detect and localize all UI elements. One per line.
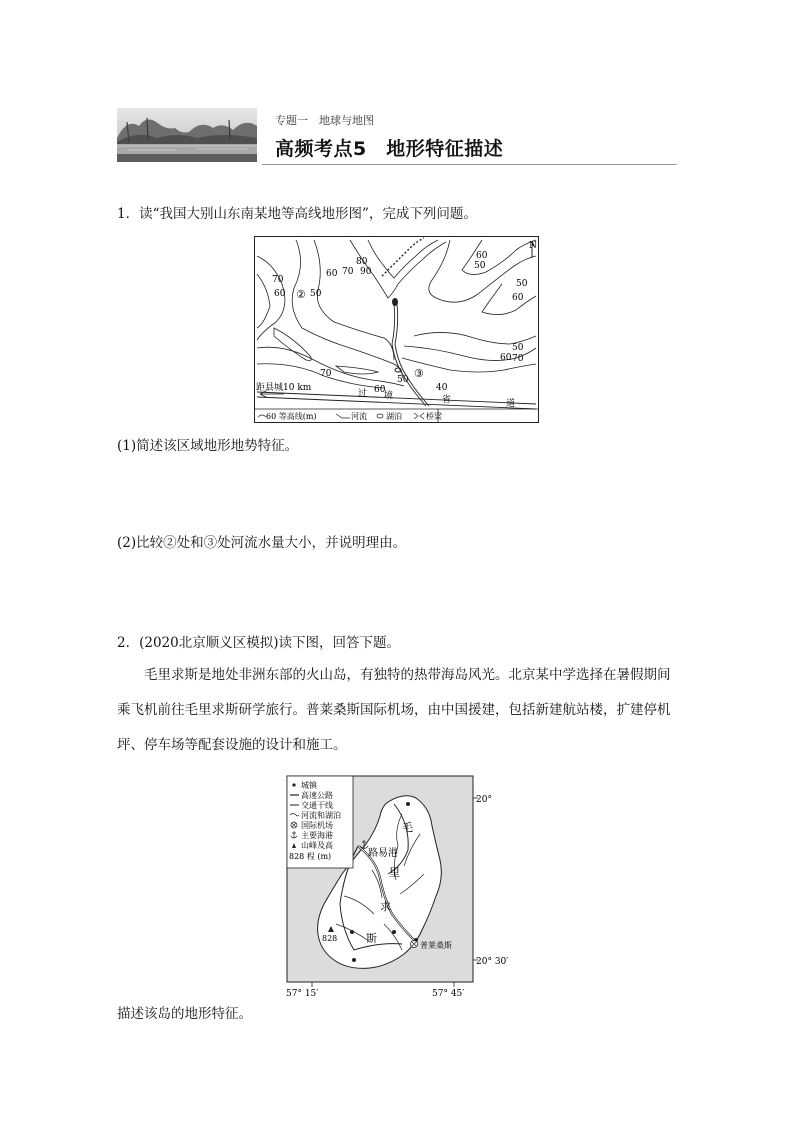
legend-river: 河流 [351, 412, 367, 421]
contour-label: 90 [360, 267, 372, 277]
legend-airport: 国际机场 [301, 821, 333, 830]
contour-label: 40 [436, 383, 448, 393]
header-landscape-photo [117, 108, 257, 162]
contour-label: 50 [512, 343, 524, 353]
contour-label: 60 [500, 353, 512, 363]
question-1-sub-1: (1)简述该区域地形地势特征。 [117, 438, 299, 454]
north-label: N [529, 241, 537, 251]
lat-label-bottom: 20° 30′ [476, 957, 509, 967]
legend-bridge: 桥梁 [426, 412, 442, 421]
lat-label-top: 20° [476, 795, 492, 805]
island-char: 毛 [402, 821, 413, 834]
site-2-marker: ② [296, 288, 306, 301]
contour-label: 70 [320, 369, 332, 379]
header-divider [262, 164, 677, 165]
distance-label: 距县城10 km [256, 383, 312, 393]
contour-label: 80 [356, 257, 368, 267]
lon-label-right: 57° 45′ [432, 989, 465, 999]
island-char: 斯 [366, 932, 377, 945]
question-2-passage: 毛里求斯是地处非洲东部的火山岛，有独特的热带海岛风光。北京某中学选择在暑假期间乘飞机前往毛里求斯研学旅行。普莱桑斯国际机场，由中国援建，包括新建航站楼，扩建停机坪、停车场等配套设施的设计和施工。 [117, 667, 671, 753]
map2-legend [287, 776, 353, 868]
contour-label: 70 [342, 267, 354, 277]
question-2-stem: 2．(2020北京顺义区模拟)读下图，回答下题。 [117, 635, 400, 651]
airport-label: 普莱桑斯 [420, 941, 452, 950]
island-char: 里 [389, 866, 400, 879]
site-3-marker: ③ [414, 367, 424, 380]
mauritius-map [284, 774, 514, 1000]
header-subtitle: 专题一 地球与地图 [275, 114, 374, 127]
header-title: 高频考点5 地形特征描述 [275, 138, 504, 160]
contour-label: 60 [374, 385, 386, 395]
road-label-char: 道 [506, 399, 516, 409]
page-header [117, 106, 677, 164]
legend-highway: 高速公路 [301, 791, 333, 800]
contour-label: 60 [512, 293, 524, 303]
legend-river-lake: 河流和湖泊 [301, 811, 341, 820]
contour-map [254, 236, 539, 423]
island-char: 求 [380, 900, 391, 913]
legend-port: 主要海港 [301, 831, 333, 840]
legend-peak: 山峰及高 [301, 841, 333, 850]
lon-label-left: 57° 15′ [286, 989, 319, 999]
airport-icon [411, 941, 418, 948]
lake-icon [392, 298, 398, 306]
contour-label: 50 [474, 261, 486, 271]
question-1-stem: 1．读“我国大别山东南某地等高线地形图”，完成下列问题。 [117, 206, 477, 222]
legend-peak-value: 828 程 (m) [289, 852, 332, 861]
contour-label: 60 [476, 251, 488, 261]
legend-town: 城镇 [301, 781, 317, 790]
road-label-char: 过 [358, 389, 368, 399]
contour-label: 50 [310, 289, 322, 299]
legend-contour: 60 等高线(m) [266, 412, 317, 421]
peak-label: 828 [322, 934, 338, 943]
contour-label: 70 [512, 354, 524, 364]
road-label-char: 省 [442, 395, 452, 405]
port-label: 路易港 [368, 848, 398, 859]
legend-lake: 湖泊 [386, 412, 402, 421]
contour-label: 60 [274, 289, 286, 299]
contour-label: 60 [326, 269, 338, 279]
question-1-sub-2: (2)比较②处和③处河流水量大小，并说明理由。 [117, 535, 407, 551]
contour-label: 50 [516, 279, 528, 289]
contour-label: 70 [272, 275, 284, 285]
question-2-question: 描述该岛的地形特征。 [117, 1006, 252, 1022]
road-label-char: 境 [384, 391, 394, 401]
contour-label: 50 [397, 375, 409, 385]
legend-trunk-road: 交通干线 [301, 801, 333, 810]
